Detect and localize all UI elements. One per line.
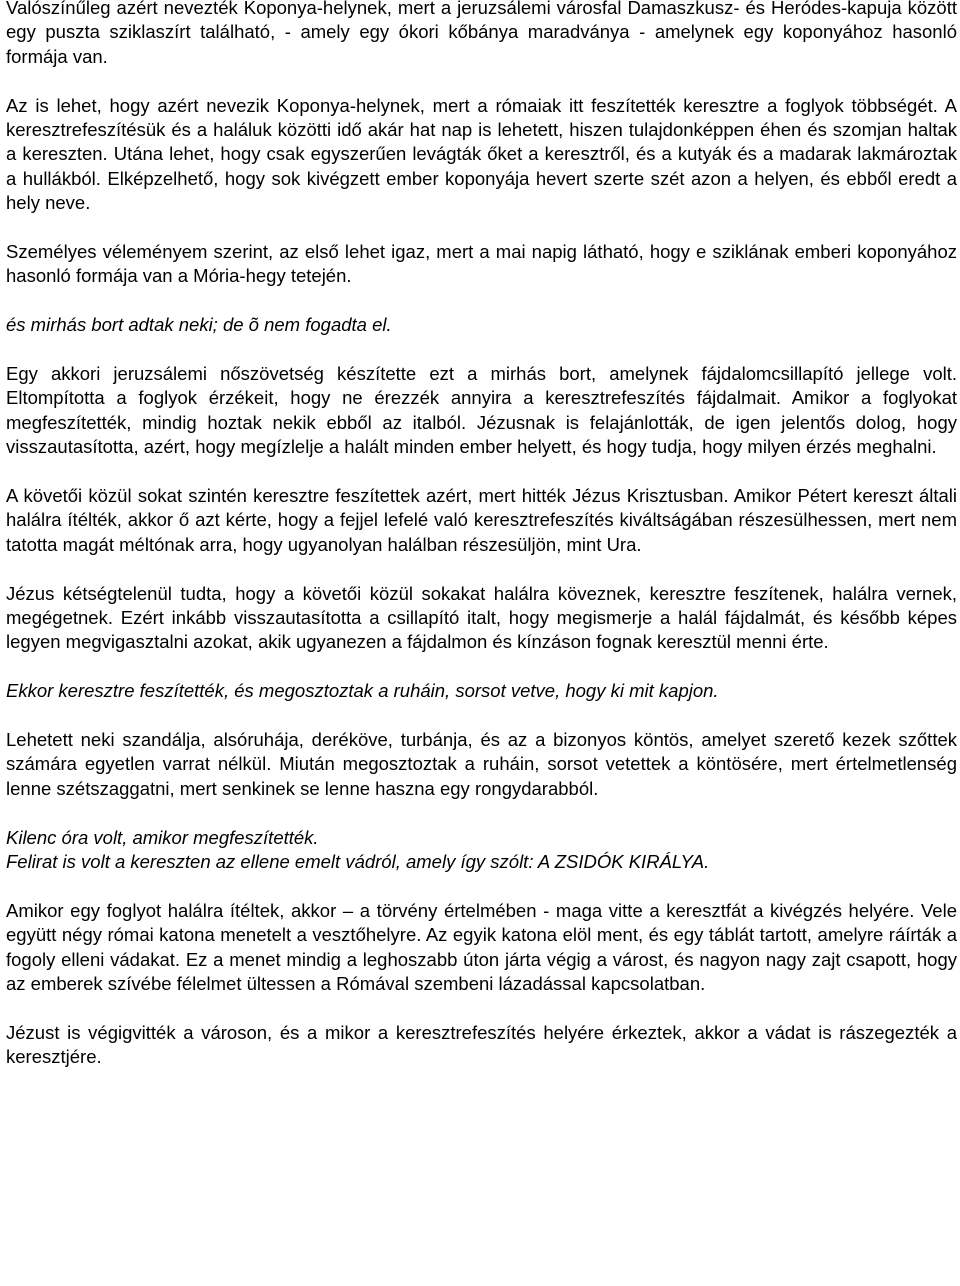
paragraph-execution-procession: Amikor egy foglyot halálra ítéltek, akkor – a törvény értelmében - maga vitte a keresztfát a kivégzés helyére. Vele együtt négy római katona menetelt a vesztőhelyre. Az egyik katona elöl ment, és egy táblát tartott, amelyre ráírták a fogoly elleni vádakat. Ez a menet mindig a leghoszabb úton járta végig a várost, és nagyon nagy zajt csapott, hogy az emberek szívébe félelmet ültessen a Rómával szembeni lázadással kapcsolatban. [6, 899, 957, 995]
scripture-quote-ninth-hour: Kilenc óra volt, amikor megfeszítették. [6, 826, 319, 848]
scripture-quote-casting-lots: Ekkor keresztre feszítették, és megosztoztak a ruháin, sorsot vetve, hogy ki mit kapjon. [6, 680, 719, 702]
scripture-quote-inscription: Felirat is volt a kereszten az ellene emelt vádról, amely így szólt: A ZSIDÓK KIRÁLYA. [6, 851, 710, 873]
paragraph-jesus-led-through-city: Jézust is végigvitték a városon, és a mikor a keresztrefeszítés helyére érkeztek, akkor a vádat is rászegezték a keresztjére. [6, 1021, 957, 1068]
paragraph-koponya-hely-origin: Valószínűleg azért nevezték Koponya-helynek, mert a jeruzsálemi városfal Damaszkusz- és Heródes-kapuja között egy puszta sziklaszírt található, - amely egy ókori kőbánya maradványa - amelynek egy koponyához hasonló formája van. [6, 0, 957, 67]
paragraph-followers-crucified: A követői közül sokat szintén keresztre feszítettek azért, mert hitték Jézus Krisztusban. Amikor Pétert kereszt általi halálra ítélték, akkor ő azt kérte, hogy a fejjel lefelé való keresztrefeszítés kiváltságában részesülhessen, mert nem tatotta magát méltónak arra, hogy ugyanolyan halálban részesüljön, mint Ura. [6, 485, 957, 555]
paragraph-myrrh-wine: Egy akkori jeruzsálemi nőszövetség készítette ezt a mirhás bort, amelynek fájdalomcsillapító jellege volt. Eltompította a foglyok érzékeit, hogy ne érezzék annyira a keresztrefeszítés fájdalmait. Amikor a foglyokat megfeszítették, mindig hoztak nekik ebből az italból. Jézusnak is felajánlották, de igen jelentős dolog, hogy visszautasította, azért, hogy megízlelje a halált minden ember helyett, és hogy tudja, hogy milyen érzés meghalni. [6, 363, 957, 458]
paragraph-personal-opinion: Személyes véleményem szerint, az első lehet igaz, mert a mai napig látható, hogy e sziklának emberi koponyához hasonló formája van a Mória-hegy tetején. [6, 241, 957, 287]
paragraph-garments: Lehetett neki szandálja, alsóruhája, deréköve, turbánja, és az a bizonyos köntös, amelyet szerető kezek szőttek számára egyetlen varrat nélkül. Miután megosztoztak a ruháin, sorsot vetettek a köntösére, mert értelmetlenség lenne szétszaggatni, mert senkinek se lenne haszna egy rongydarabból. [6, 729, 957, 799]
paragraph-jesus-knew: Jézus kétségtelenül tudta, hogy a követői közül sokakat halálra köveznek, keresztre feszítenek, halálra vernek, megégetnek. Ezért inkább visszautasította a csillapító italt, hogy megismerje a halál fájdalmát, és később képes legyen megvigasztalni azokat, akik ugyanezen a fájdalmon és kínzáson fognak keresztül menni érte. [6, 582, 957, 653]
paragraph-roman-crucifixions: Az is lehet, hogy azért nevezik Koponya-helynek, mert a rómaiak itt feszítették keresztre a foglyok többségét. A keresztrefeszítésük és a haláluk közötti idő akár hat nap is lehetett, hiszen tulajdonképpen éhen és szomjan haltak a kereszten. Utána lehet, hogy csak egyszerűen levágták őket a keresztről, és a kutyák és a madarak lakmároztak a hullákból. Elképzelhető, hogy sok kivégzett ember koponyája hevert szerte szét azon a helyen, és ebből eredt a hely neve. [6, 94, 957, 214]
scripture-quote-myrrh-wine: és mirhás bort adtak neki; de õ nem fogadta el. [6, 314, 392, 336]
